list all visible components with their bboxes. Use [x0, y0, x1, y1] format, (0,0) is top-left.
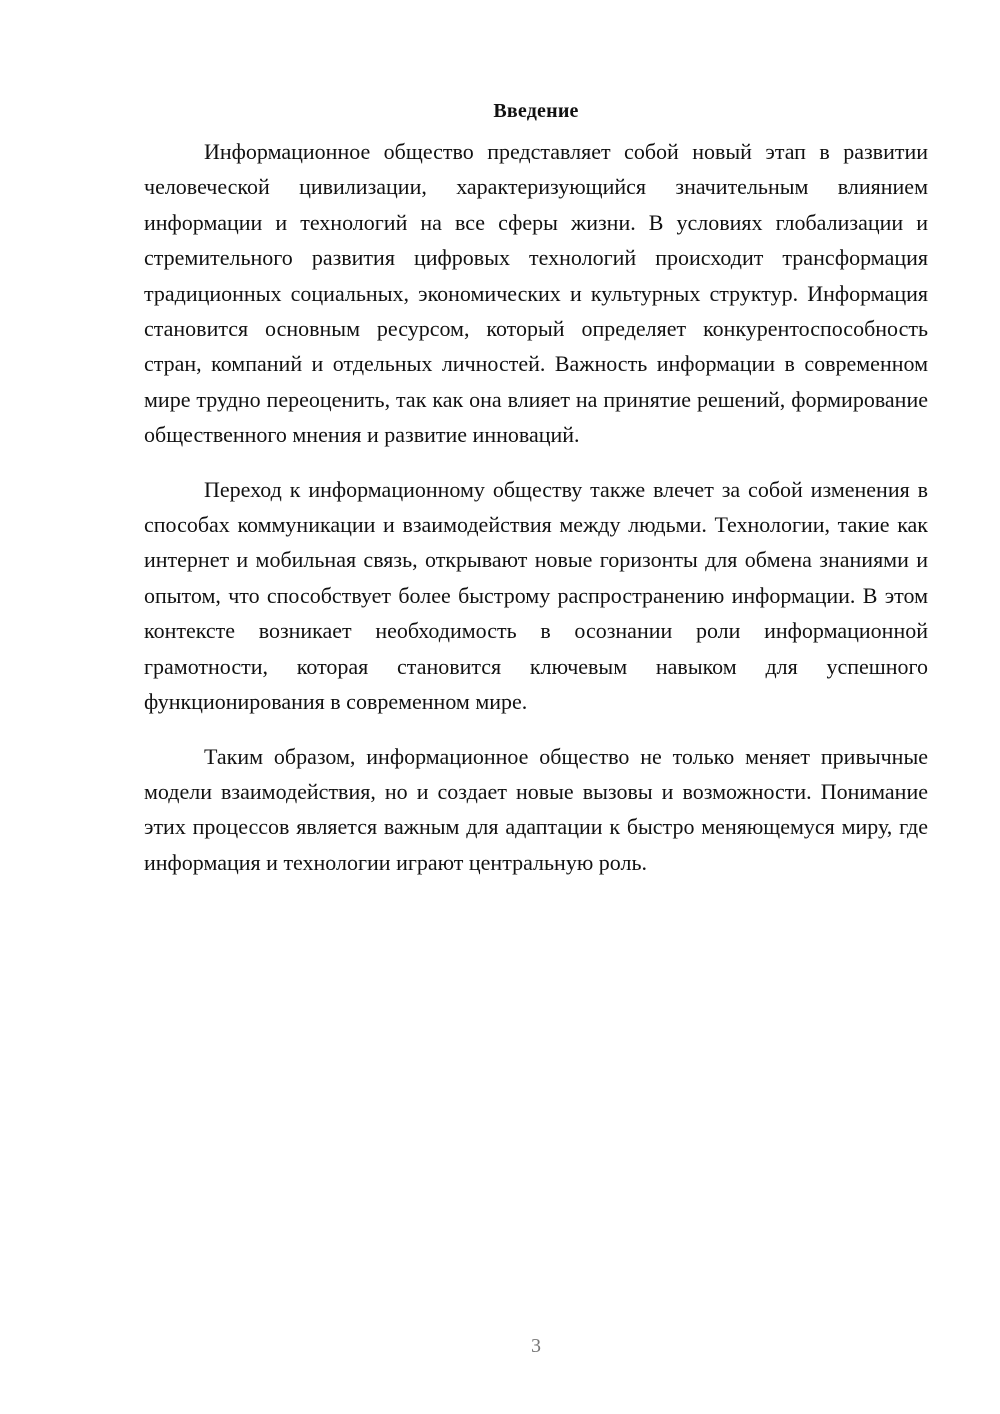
paragraph-1: Информационное общество представляет собой новый этап в развитии человеческой цивилизации, характеризующийся значительным влиянием информации и технологий на все сферы жизни. В условиях глобализации и стремительного развития цифровых технологий происходит трансформация традиционных социальных, экономических и культурных структур. Информация становится основным ресурсом, который определяет конкурентоспособность стран, компаний и отдельных личностей. Важность информации в современном мире трудно переоценить, так как она влияет на принятие решений, формирование общественного мнения и развитие инноваций.	[144, 139, 928, 448]
page-number: 3	[531, 1335, 541, 1357]
page-title: Введение	[493, 100, 579, 122]
page-content	[144, 96, 928, 899]
paragraph-2: Переход к информационному обществу также влечет за собой изменения в способах коммуникации и взаимодействия между людьми. Технологии, такие как интернет и мобильная связь, открывают новые горизонты для обмена знаниями и опытом, что способствует более быстрому распространению информации. В этом контексте возникает необходимость в осознании роли информационной грамотности, которая становится ключевым навыком для успешного функционирования в современном мире.	[144, 476, 928, 715]
paragraph-3: Таким образом, информационное общество не только меняет привычные модели взаимодействия, но и создает новые вызовы и возможности. Понимание этих процессов является важным для адаптации к быстро меняющемуся миру, где информация и технологии играют центральную роль.	[144, 743, 928, 875]
